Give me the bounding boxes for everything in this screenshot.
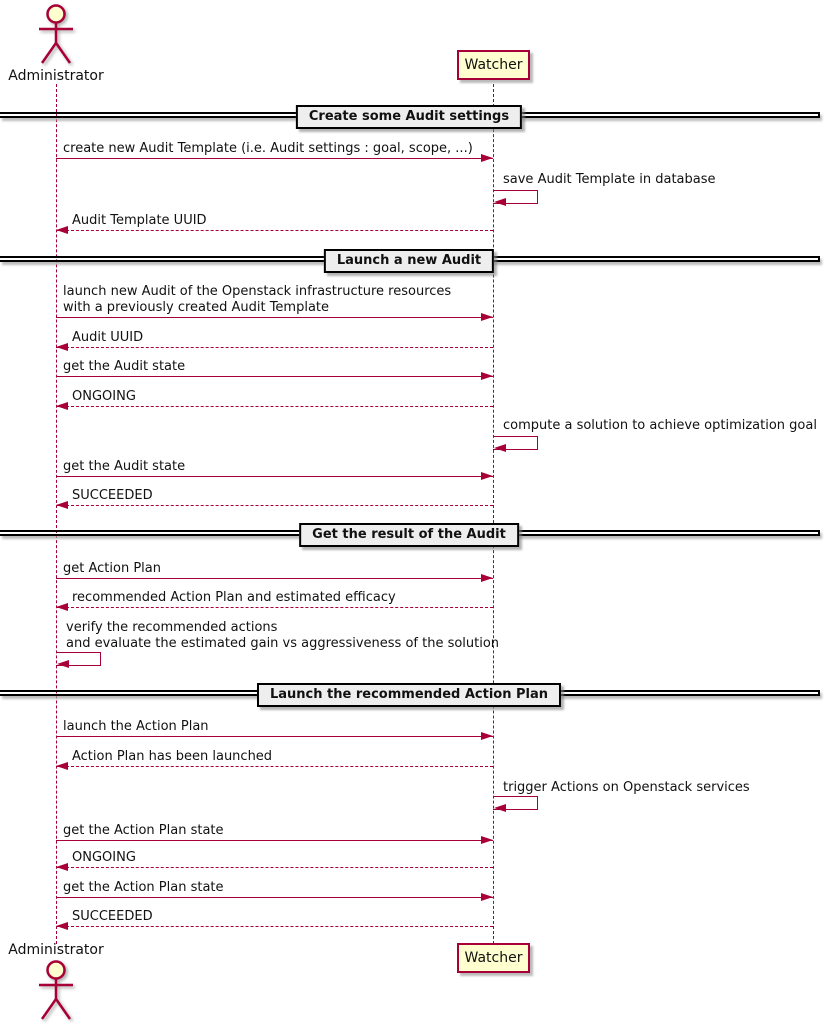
arrowhead-right-icon (481, 732, 493, 740)
arrowhead-right-icon (481, 372, 493, 380)
message-label (63, 719, 209, 735)
self-message-label (503, 780, 750, 796)
message-label (72, 909, 153, 925)
message-label-line: save Audit Template in database (503, 172, 716, 187)
message-label-line: SUCCEEDED (72, 488, 153, 503)
message-label-line: launch new Audit of the Openstack infrastructure resources (63, 284, 452, 299)
message-label (72, 389, 136, 405)
message-label (63, 359, 185, 375)
arrowhead-left-icon (56, 226, 68, 234)
message-label-line: trigger Actions on Openstack services (503, 780, 750, 795)
message-label-line: get the Action Plan state (63, 823, 224, 838)
arrowhead-right-icon (481, 893, 493, 901)
message-label-line: get the Audit state (63, 359, 186, 374)
message-line (56, 736, 493, 737)
message-label (72, 590, 396, 606)
lifeline-watcher (493, 84, 494, 944)
message-label (63, 459, 185, 475)
arrowhead-left-icon (57, 660, 69, 668)
message-line (56, 376, 493, 377)
arrowhead-left-icon (56, 501, 68, 509)
message-label (72, 330, 143, 346)
message-line (56, 840, 493, 841)
message-label-line: SUCCEEDED (72, 909, 153, 924)
divider-label: Get the result of the Audit (299, 523, 519, 547)
arrowhead-right-icon (481, 313, 493, 321)
message-label (63, 284, 451, 316)
message-line (56, 766, 493, 767)
message-line (56, 347, 493, 348)
message-label-line: Audit Template UUID (72, 213, 207, 228)
divider-label: Launch the recommended Action Plan (257, 683, 561, 707)
message-line (56, 578, 493, 579)
arrowhead-left-icon (56, 922, 68, 930)
arrowhead-left-icon (56, 762, 68, 770)
message-label (63, 880, 224, 896)
arrowhead-right-icon (481, 472, 493, 480)
message-line (56, 230, 493, 231)
arrowhead-left-icon (56, 863, 68, 871)
message-label (72, 488, 153, 504)
arrowhead-left-icon (494, 198, 506, 206)
message-line (56, 317, 493, 318)
participant-label-administrator-bottom: Administrator (8, 942, 104, 958)
message-label (72, 213, 207, 229)
message-label-line: create new Audit Template (i.e. Audit settings : goal, scope, ...) (63, 141, 473, 156)
message-label-line: with a previously created Audit Template (63, 300, 330, 315)
message-label (72, 749, 272, 765)
lifeline-administrator (56, 84, 57, 944)
arrowhead-left-icon (56, 402, 68, 410)
message-line (56, 607, 493, 608)
message-line (56, 897, 493, 898)
participant-label-administrator-top: Administrator (8, 68, 104, 84)
message-line (56, 158, 493, 159)
message-label-line: launch the Action Plan (63, 719, 209, 734)
participant-watcher-top: Watcher (457, 50, 530, 80)
self-message-label (503, 418, 817, 434)
divider-label: Create some Audit settings (296, 105, 522, 129)
arrowhead-left-icon (494, 444, 506, 452)
message-label (63, 141, 473, 157)
message-line (56, 505, 493, 506)
message-line (56, 926, 493, 927)
arrowhead-left-icon (494, 804, 506, 812)
arrowhead-left-icon (56, 343, 68, 351)
arrowhead-left-icon (56, 603, 68, 611)
arrowhead-right-icon (481, 836, 493, 844)
participant-watcher-bottom: Watcher (457, 943, 530, 973)
message-line (56, 406, 493, 407)
message-label (72, 850, 136, 866)
message-label-line: get the Audit state (63, 459, 186, 474)
message-line (56, 476, 493, 477)
message-label-line: Audit UUID (72, 330, 144, 345)
actor-icon (34, 3, 78, 67)
message-label-line: verify the recommended actions (66, 620, 278, 635)
message-label (63, 823, 224, 839)
message-label-line: ONGOING (72, 850, 136, 865)
actor-icon (34, 959, 78, 1023)
message-label-line: and evaluate the estimated gain vs aggressiveness of the solution (66, 636, 500, 651)
message-label-line: get the Action Plan state (63, 880, 224, 895)
arrowhead-right-icon (481, 574, 493, 582)
self-message-label (503, 172, 716, 188)
message-label-line: get Action Plan (63, 561, 161, 576)
message-label-line: compute a solution to achieve optimization goal (503, 418, 817, 433)
message-line (56, 867, 493, 868)
message-label-line: ONGOING (72, 389, 136, 404)
message-label-line: Action Plan has been launched (72, 749, 273, 764)
arrowhead-right-icon (481, 154, 493, 162)
message-label-line: recommended Action Plan and estimated efficacy (72, 590, 396, 605)
message-label (63, 561, 161, 577)
divider-label: Launch a new Audit (324, 249, 494, 273)
self-message-label (66, 620, 499, 652)
